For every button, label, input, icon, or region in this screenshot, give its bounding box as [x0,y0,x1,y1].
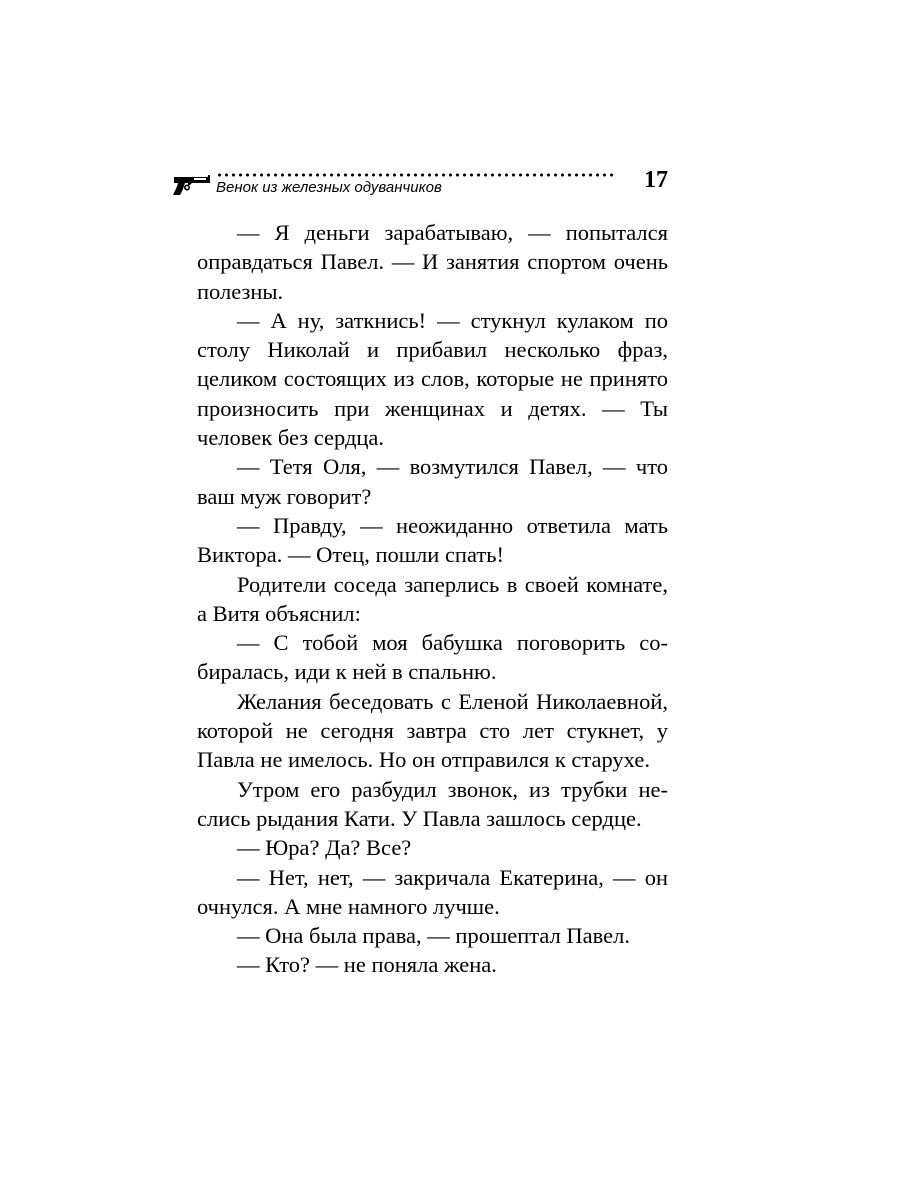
paragraph: — С тобой моя бабушка поговорить собиралась, иди к ней в спальню. [197,630,668,685]
paragraph: — А ну, заткнись! — стукнул кулаком по столу Николай и прибавил несколько фраз, целиком состоящих из слов, которые не принято произносить при женщинах и детях. — Ты человек без сердца. [197,307,668,451]
paragraph: — Кто? — не поняла жена. [237,952,497,978]
paragraph: Утром его разбудил звонок, из трубки неслись рыдания Кати. У Павла зашлось сердце. [197,776,668,831]
page-number: 17 [644,167,668,193]
paragraph: — Правду, — неожиданно ответила мать Виктора. — Отец, пошли спать! [197,512,668,568]
running-header [172,165,672,205]
body-text [197,218,668,980]
paragraph: Желания беседовать с Еленой Николаевной, которой не сегодня завтра сто лет стукнет, у Павла не имелось. Но он отправился к старухе. [197,688,668,773]
paragraph: — Она была права, — прошептал Павел. [237,923,631,949]
paragraph: — Тетя Оля, — возмутился Павел, — что ваш муж говорит? [197,454,668,509]
book-title: Венок из железных одуванчиков [216,179,442,196]
revolver-icon [172,171,212,197]
paragraph: — Я деньги зарабатываю, — попытался оправдаться Павел. — И занятия спортом очень полезны. [197,220,668,304]
dotted-rule [216,173,616,177]
paragraph: Родители соседа заперлись в своей комнате, а Витя объяснил: [197,571,668,626]
paragraph: — Нет, нет, — закричала Екатерина, — он очнулся. А мне намного лучше. [197,864,668,919]
paragraph: — Юра? Да? Все? [237,835,412,861]
